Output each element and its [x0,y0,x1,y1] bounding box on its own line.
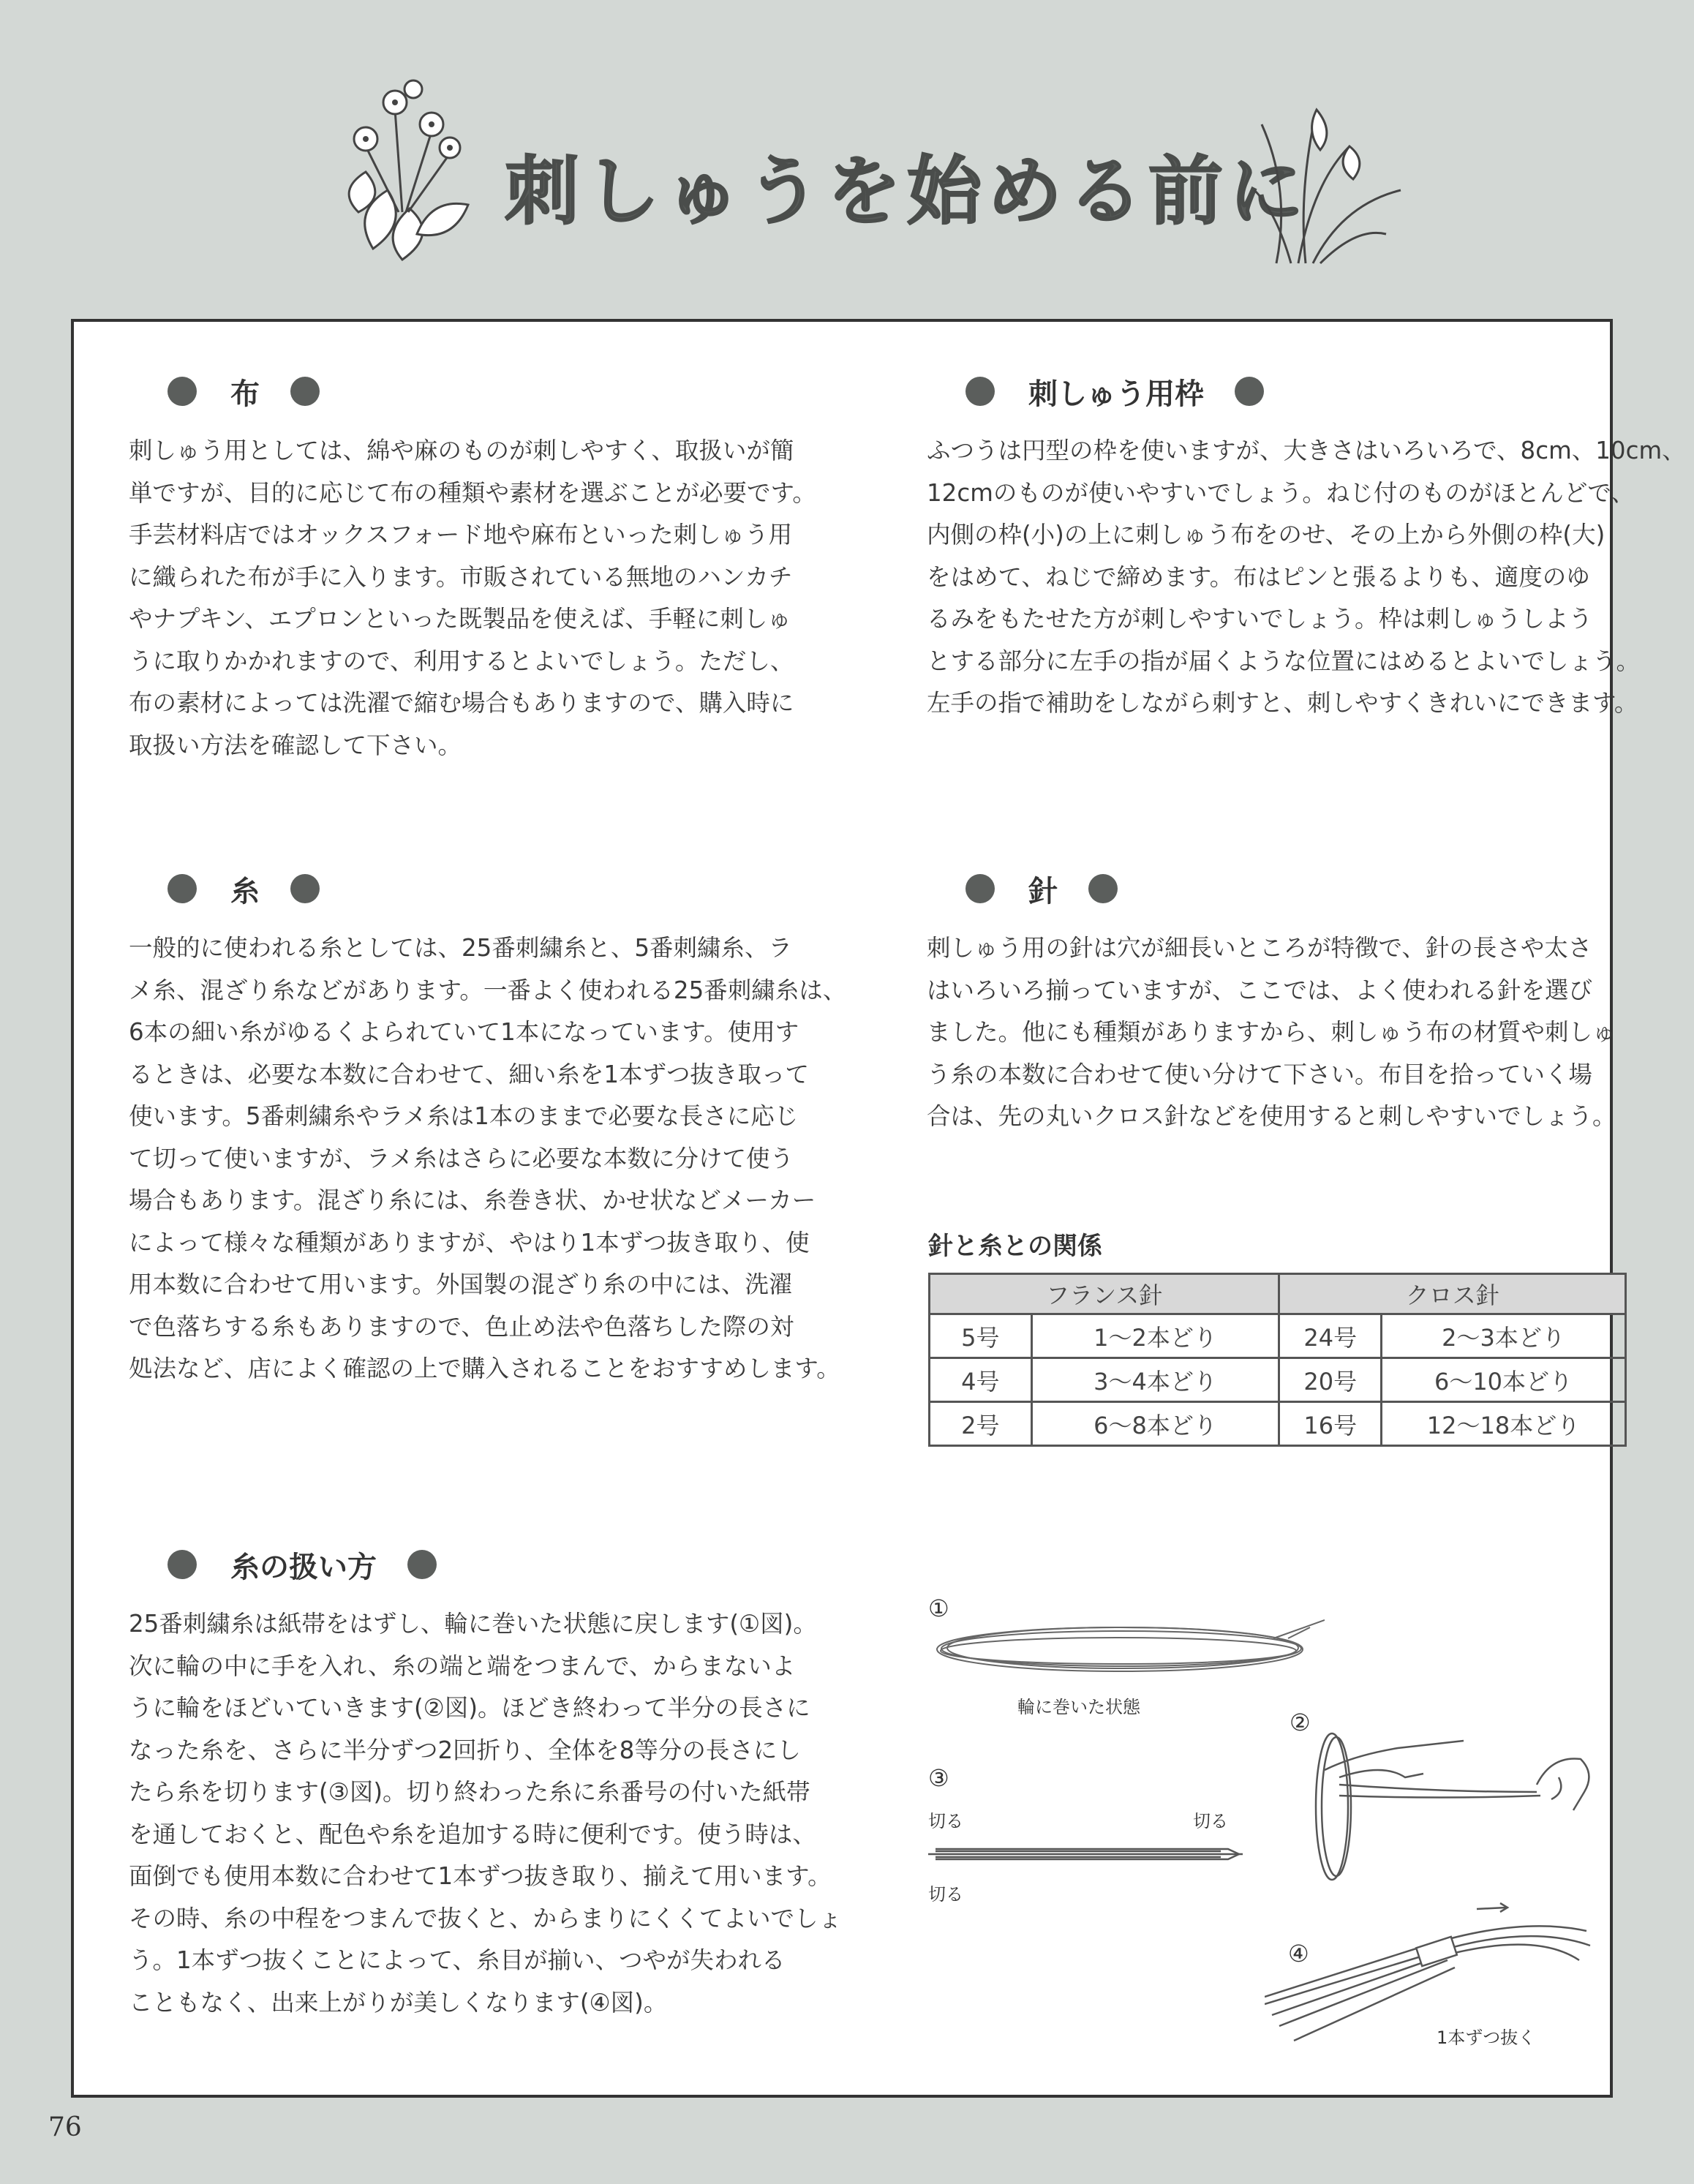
needle-thread-table [928,1273,1627,1447]
content-panel [71,319,1686,2098]
table-header-cross-needle: クロス針 [1279,1274,1626,1314]
figure-1-caption: 輪に巻いた状態 [1017,1697,1140,1717]
section-heading [129,366,860,417]
body-line: 刺しゅう用の針は穴が細長いところが特徴で、針の長さや太さ [927,934,1592,962]
bullet-dot-icon [407,1550,437,1579]
table-row [930,1402,1626,1446]
body-line: 手芸材料店ではオックスフォード地や麻布といった刺しゅう用 [129,521,793,549]
body-line: 12cmのものが使いやすいでしょう。ねじ付のものがほとんどで、 [927,478,1635,507]
section-body [129,430,860,767]
bullet-dot-icon [1235,377,1264,406]
table-cell: 24号 [1279,1314,1382,1358]
body-line: う糸の本数に合わせて使い分けて下さい。布目を拾っていく場 [927,1060,1593,1088]
body-line: 用本数に合わせて用います。外国製の混ざり糸の中には、洗濯 [129,1270,793,1298]
section-body [927,430,1686,725]
body-line: う。1本ずつ抜くことによって、糸目が揃い、つやが失われる [129,1946,786,1974]
body-line: 処法など、店によく確認の上で購入されることをおすすめします。 [129,1355,840,1382]
section-body [129,1603,904,2024]
body-line: 25番刺繍糸は紙帯をはずし、輪に巻いた状態に戻します(①図)。 [129,1610,817,1638]
figure-2-number: ② [1290,1709,1311,1736]
figure-3-number: ③ [928,1764,949,1792]
body-line: で色落ちする糸もありますので、色止め法や色落ちした際の対 [129,1312,794,1341]
bullet-dot-icon [167,874,197,903]
figure-2-hands-unwinding [1295,1726,1603,1887]
body-line: 場合もあります。混ざり糸には、糸巻き状、かせ状などメーカー [129,1186,816,1214]
body-line: こともなく、出来上がりが美しくなります(④図)。 [129,1988,668,2017]
page-number: 76 [48,2112,82,2142]
table-cell: 16号 [1279,1402,1382,1446]
body-line: 布の素材によっては洗濯で縮む場合もありますので、購入時に [129,689,794,717]
figure-1-number: ① [928,1594,949,1622]
table-cell: 1〜2本どり [1031,1314,1279,1358]
body-line: によって様々な種類がありますが、やはり1本ずつ抜き取り、使 [129,1228,810,1257]
figure-3-folded-thread [928,1836,1250,1872]
body-line: ました。他にも種類がありますから、刺しゅう布の材質や刺しゅ [927,1018,1616,1046]
body-line: 次に輪の中に手を入れ、糸の端と端をつまんで、からまないよ [129,1652,796,1680]
body-line: なった糸を、さらに半分ずつ2回折り、全体を8等分の長さにし [129,1736,801,1764]
body-line: るときは、必要な本数に合わせて、細い糸を1本ずつ抜き取って [129,1060,810,1088]
body-line: 使います。5番刺繍糸やラメ糸は1本のままで必要な長さに応じ [129,1102,799,1130]
body-line: 合は、先の丸いクロス針などを使用すると刺しやすいでしょう。 [927,1102,1616,1130]
section-body [129,927,860,1390]
figure-3-cut-label-left-top: 切る [928,1811,963,1831]
bullet-dot-icon [167,377,197,406]
bullet-dot-icon [167,1550,197,1579]
section-heading [927,366,1600,417]
body-line: をはめて、ねじで締めます。布はピンと張るよりも、適度のゆ [927,562,1590,591]
figure-3-cut-label-right: 切る [1193,1811,1228,1831]
relation-table-title: 針と糸との関係 [928,1232,1102,1261]
body-line: 一般的に使われる糸としては、25番刺繍糸と、5番刺繍糸、ラ [129,934,793,962]
section-heading [927,863,1600,914]
body-line: 刺しゅう用としては、綿や麻のものが刺しやすく、取扱いが簡 [129,437,794,464]
table-cell: 2号 [930,1402,1032,1446]
figure-4-caption: 1本ずつ抜く [1437,2027,1536,2048]
table-cell: 2〜3本どり [1382,1314,1626,1358]
table-header-french-needle: フランス針 [930,1274,1279,1314]
body-line: 左手の指で補助をしながら刺すと、刺しやすくきれいにできます。 [927,689,1638,717]
figure-4-pulling-strands [1265,1887,1601,2048]
flower-illustration-left [322,66,490,278]
figure-3-cut-label-left-bottom: 切る [928,1884,963,1905]
page-title: 刺しゅうを始める前に [505,148,1309,236]
section-heading [129,1539,904,1590]
bullet-dot-icon [1088,874,1118,903]
heading-text: 刺しゅう用枠 [1028,377,1204,411]
body-line: うに取りかかれますので、利用するとよいでしょう。ただし、 [129,647,794,675]
table-cell: 3〜4本どり [1031,1358,1279,1402]
body-line: メ糸、混ざり糸などがあります。一番よく使われる25番刺繍糸は、 [129,976,847,1004]
heading-text: 糸 [230,874,260,908]
title-area [0,0,1694,315]
snowdrop-illustration-right [1247,80,1415,271]
body-line: うに輪をほどいていきます(②図)。ほどき終わって半分の長さに [129,1694,810,1722]
bullet-dot-icon [290,377,320,406]
figure-1-coiled-thread [930,1616,1325,1682]
heading-text: 針 [1028,874,1058,908]
section-heading [129,863,860,914]
table-row [930,1314,1626,1358]
body-line: 取扱い方法を確認して下さい。 [129,731,462,759]
section-fabric [129,366,860,767]
bullet-dot-icon [965,377,995,406]
section-body [927,927,1616,1138]
table-cell: 6〜8本どり [1031,1402,1279,1446]
body-line: 6本の細い糸がゆるくよられていて1本になっています。使用す [129,1018,799,1046]
body-line: るみをもたせた方が刺しやすいでしょう。枠は刺しゅうしよう [927,605,1593,633]
body-line: を通しておくと、配色や糸を追加する時に便利です。使う時は、 [129,1820,816,1848]
body-line: たら糸を切ります(③図)。切り終わった糸に糸番号の付いた紙帯 [129,1778,810,1806]
heading-text: 糸の扱い方 [230,1550,377,1584]
table-header-row [930,1274,1626,1314]
table-cell: 20号 [1279,1358,1382,1402]
body-line: て切って使いますが、ラメ糸はさらに必要な本数に分けて使う [129,1144,794,1172]
section-thread [129,863,860,1390]
table-row [930,1358,1626,1402]
table-cell: 12〜18本どり [1382,1402,1626,1446]
body-line: 内側の枠(小)の上に刺しゅう布をのせ、その上から外側の枠(大) [927,521,1605,549]
table-cell: 4号 [930,1358,1032,1402]
body-line: はいろいろ揃っていますが、ここでは、よく使われる針を選び [927,976,1593,1004]
bullet-dot-icon [290,874,320,903]
body-line: 単ですが、目的に応じて布の種類や素材を選ぶことが必要です。 [129,478,816,507]
body-line: 面倒でも使用本数に合わせて1本ずつ抜き取り、揃えて用います。 [129,1862,832,1890]
section-needle [927,863,1616,1138]
table-cell: 6〜10本どり [1382,1358,1626,1402]
body-line: ふつうは円型の枠を使いますが、大きさはいろいろで、8cm、10cm、 [927,437,1686,464]
body-line: に織られた布が手に入ります。市販されている無地のハンカチ [129,562,793,591]
section-thread-handling [129,1539,904,2024]
table-cell: 5号 [930,1314,1032,1358]
body-line: その時、糸の中程をつまんで抜くと、からまりにくくてよいでしょ [129,1904,843,1932]
body-line: とする部分に左手の指が届くような位置にはめるとよいでしょう。 [927,647,1641,675]
section-hoop [927,366,1686,725]
figure-4-number: ④ [1288,1940,1309,1968]
heading-text: 布 [230,377,260,411]
bullet-dot-icon [965,874,995,903]
body-line: やナプキン、エプロンといった既製品を使えば、手軽に刺しゅ [129,605,791,633]
